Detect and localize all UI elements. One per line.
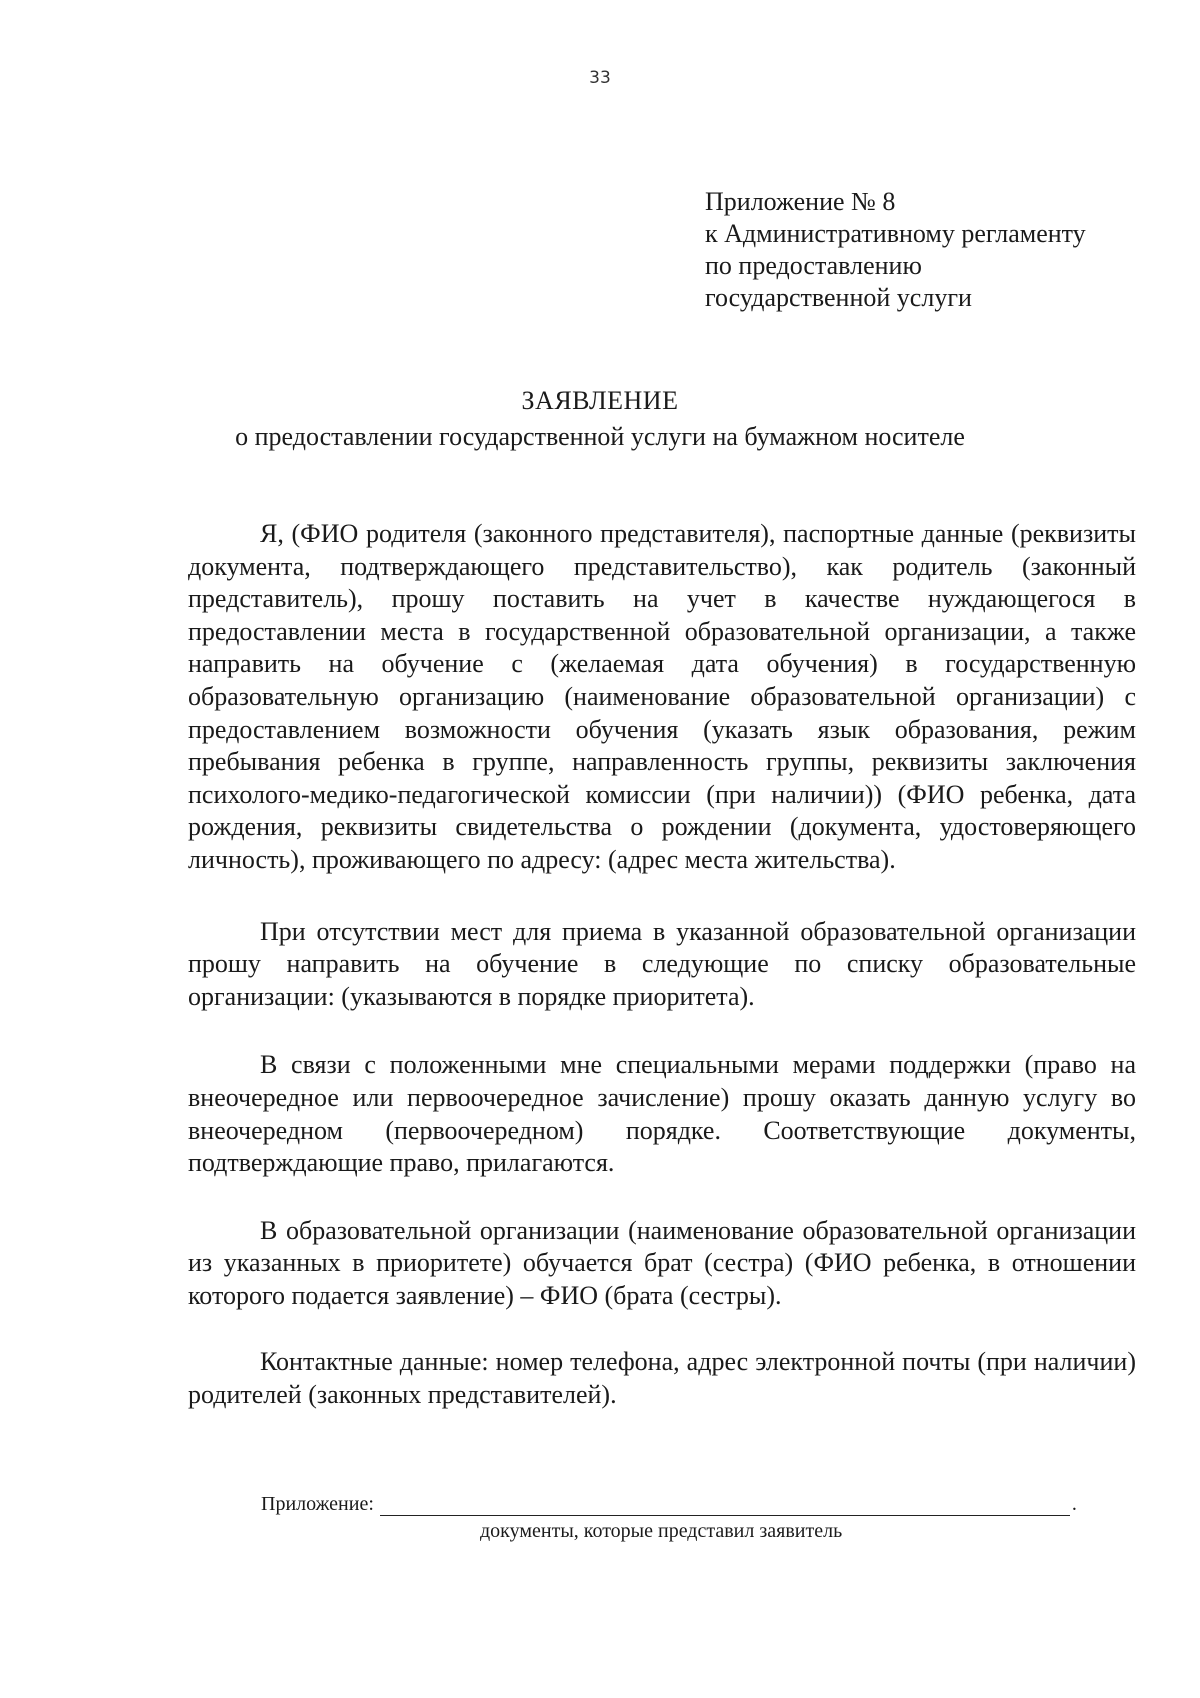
page-number: 33 [589,68,611,88]
body-paragraph: Я, (ФИО родителя (законного представителя), паспортные данные (реквизиты документа, подтверждающего представительство), как родитель (законный представитель), прошу поставить на учет в качестве нуждающегося в предоставлении места в государственной образовательной организации, а также направить на обучение с (желаемая дата обучения) в государственную образовательную организацию (наименование образовательной организации) с предоставлением возможности обучения (указать язык образования, режим пребывания ребенка в группе, направленность группы, реквизиты заключения психолого-медико-педагогической комиссии (при наличии)) (ФИО ребенка, дата рождения, реквизиты свидетельства о рождении (документа, удостоверяющего личность), проживающего по адресу: (адрес места жительства). [188,519,1136,874]
attachment-label: Приложение: [261,1493,374,1515]
appendix-line: к Административному регламенту [705,219,1086,248]
appendix-line: Приложение № 8 [705,187,896,216]
document-body [188,518,1136,1448]
body-paragraph: Контактные данные: номер телефона, адрес электронной почты (при наличии) родителей (законных представителей). [188,1347,1136,1410]
attachment-caption: документы, которые представил заявитель [480,1520,843,1542]
attachment-fill-line[interactable] [380,1495,1070,1516]
appendix-line: государственной услуги [705,283,972,312]
appendix-reference [705,186,1165,314]
document-subtitle: о предоставлении государственной услуги на бумажном носителе [235,422,965,451]
appendix-line: по предоставлению [705,251,922,280]
body-paragraph: В образовательной организации (наименование образовательной организации из указанных в приоритете) обучается брат (сестра) (ФИО ребенка, в отношении которого подается заявление) – ФИО (брата (сестры). [188,1215,1136,1310]
attachment-end-mark: . [1071,1493,1077,1515]
body-paragraph: В связи с положенными мне специальными мерами поддержки (право на внеочередное или первоочередное зачисление) прошу оказать данную услугу во внеочередном (первоочередном) порядке. Соответствующие документы, подтверждающие право, прилагаются. [188,1050,1136,1178]
body-paragraph: При отсутствии мест для приема в указанной образовательной организации прошу направить на обучение в следующие по списку образовательные организации: (указываются в порядке приоритета). [188,916,1136,1011]
document-title: ЗАЯВЛЕНИЕ [521,386,679,415]
attachment-row [261,1493,1141,1516]
